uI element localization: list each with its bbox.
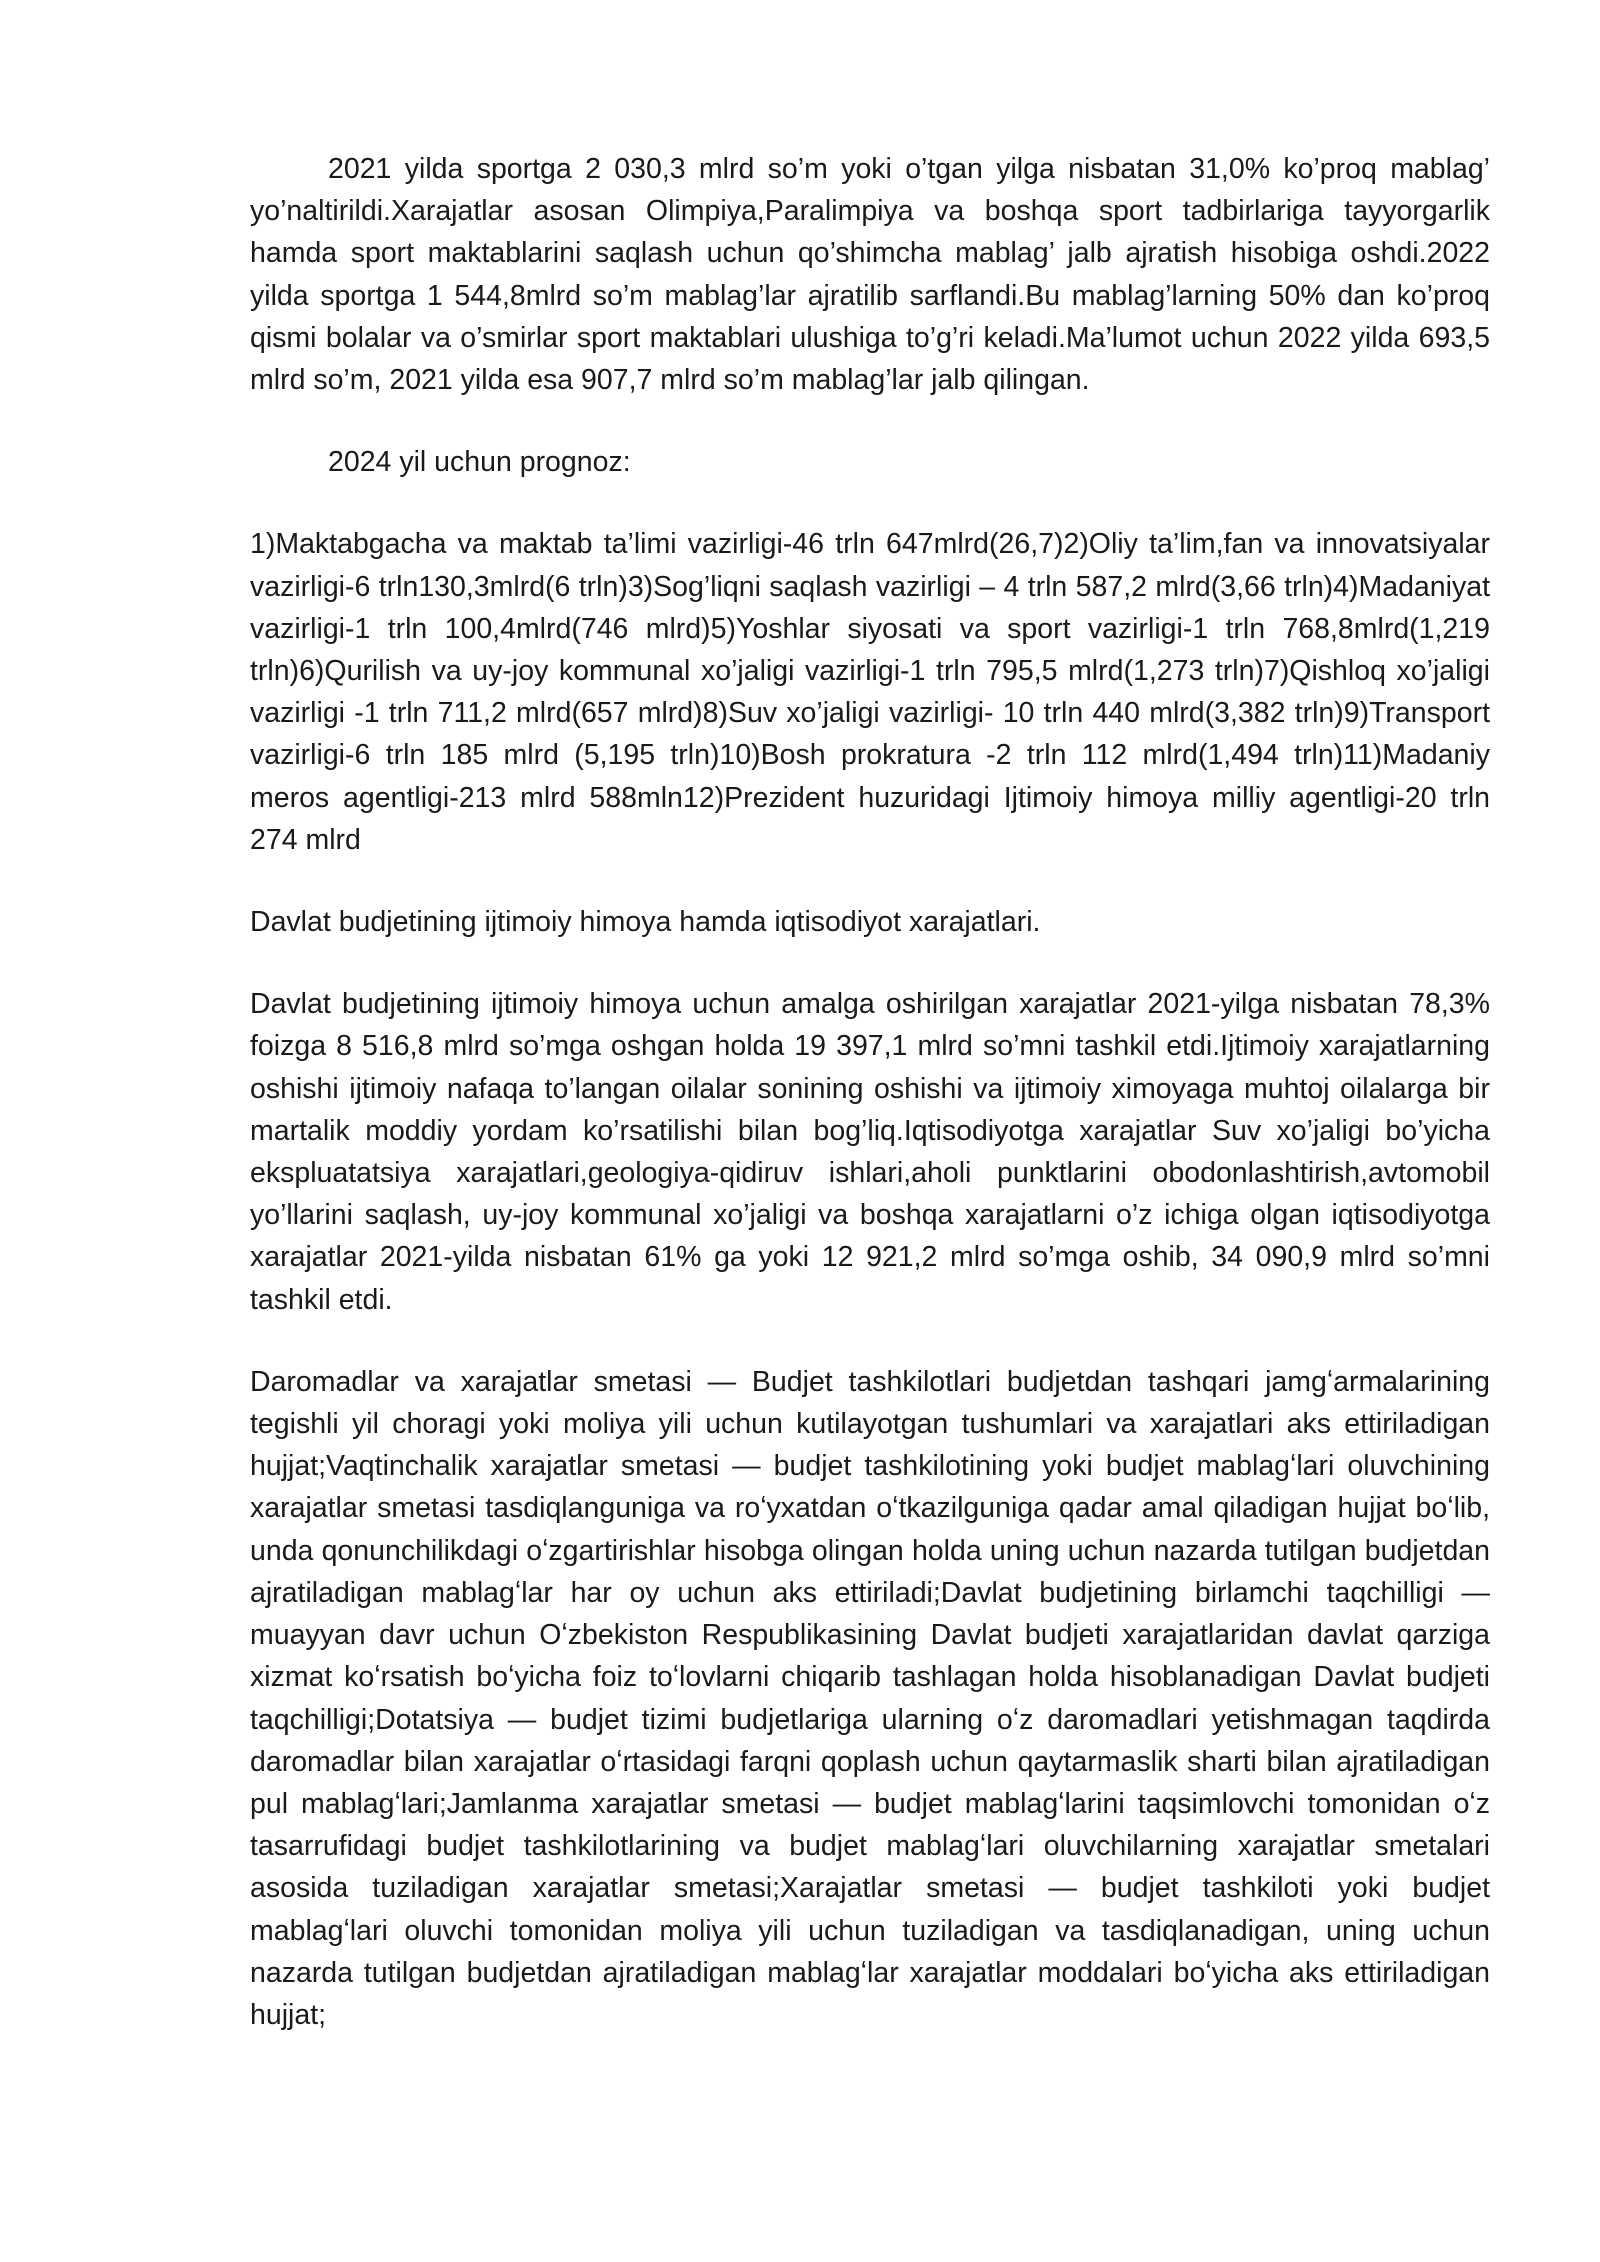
paragraph-sport-spending: 2021 yilda sportga 2 030,3 mlrd so’m yoki o’tgan yilga nisbatan 31,0% ko’proq mablag’ yo’naltirildi.Xarajatlar asosan Olimpiya,Paralimpiya va boshqa sport tadbirlariga tayyorgarlik hamda sport maktablarini saqlash uchun qo’shimcha mablag’ jalb ajratish hisobiga oshdi.2022 yilda sportga 1 544,8mlrd so’m mablag’lar ajratilib sarflandi.Bu mablag’larning 50% dan ko’proq qismi bolalar va o’smirlar sport maktablari ulushiga to’g’ri keladi.Ma’lumot uchun 2022 yilda 693,5 mlrd so’m, 2021 yilda esa 907,7 mlrd so’m mablag’lar jalb qilingan. xyxy=(250,153,1490,397)
document-body xyxy=(250,148,1490,2036)
paragraph-social-economic-spending: Davlat budjetining ijtimoiy himoya uchun amalga oshirilgan xarajatlar 2021-yilga nisbatan 78,3% foizga 8 516,8 mlrd so’mga oshgan holda 19 397,1 mlrd so’mni tashkil etdi.Ijtimoiy xarajatlarning oshishi ijtimoiy nafaqa to’langan oilalar sonining oshishi va ijtimoiy ximoyaga muhtoj oilalarga bir martalik moddiy yordam ko’rsatilishi bilan bog’liq.Iqtisodiyotga xarajatlar Suv xo’jaligi bo’yicha ekspluatatsiya xarajatlari,geologiya-qidiruv ishlari,aholi punktlarini obodonlashtirish,avtomobil yo’llarini saqlash, uy-joy kommunal xo’jaligi va boshqa xarajatlarni o’z ichiga olgan iqtisodiyotga xarajatlar 2021-yilda nisbatan 61% ga yoki 12 921,2 mlrd so’mga oshib, 34 090,9 mlrd so’mni tashkil etdi. xyxy=(250,988,1490,1316)
paragraph-ministry-forecast-list: 1)Maktabgacha va maktab ta’limi vazirligi-46 trln 647mlrd(26,7)2)Oliy ta’lim,fan va innovatsiyalar vazirligi-6 trln130,3mlrd(6 trln)3)Sog’liqni saqlash vazirligi – 4 trln 587,2 mlrd(3,66 trln)4)Madaniyat vazirligi-1 trln 100,4mlrd(746 mlrd)5)Yoshlar siyosati va sport vazirligi-1 trln 768,8mlrd(1,219 trln)6)Qurilish va uy-joy kommunal xo’jaligi vazirligi-1 trln 795,5 mlrd(1,273 trln)7)Qishloq xo’jaligi vazirligi -1 trln 711,2 mlrd(657 mlrd)8)Suv xo’jaligi vazirligi- 10 trln 440 mlrd(3,382 trln)9)Transport vazirligi-6 trln 185 mlrd (5,195 trln)10)Bosh prokratura -2 trln 112 mlrd(1,494 trln)11)Madaniy meros agentligi-213 mlrd 588mln12)Prezident huzuridagi Ijtimoiy himoya milliy agentligi-20 trln 274 mlrd xyxy=(250,528,1490,856)
paragraph-forecast-heading: 2024 yil uchun prognoz: xyxy=(328,446,631,479)
paragraph-section-heading: Davlat budjetining ijtimoiy himoya hamda iqtisodiyot xarajatlari. xyxy=(250,906,1041,939)
paragraph-definitions: Daromadlar va xarajatlar smetasi — Budjet tashkilotlari budjetdan tashqari jamgʻarmalarining tegishli yil choragi yoki moliya yili uchun kutilayotgan tushumlari va xarajatlari aks ettiriladigan hujjat;Vaqtinchalik xarajatlar smetasi — budjet tashkilotining yoki budjet mablagʻlari oluvchining xarajatlar smetasi tasdiqlanguniga va roʻyxatdan oʻtkazilguniga qadar amal qiladigan hujjat boʻlib, unda qonunchilikdagi oʻzgartirishlar hisobga olingan holda uning uchun nazarda tutilgan budjetdan ajratiladigan mablagʻlar har oy uchun aks ettiriladi;Davlat budjetining birlamchi taqchilligi — muayyan davr uchun Oʻzbekiston Respublikasining Davlat budjeti xarajatlaridan davlat qarziga xizmat koʻrsatish boʻyicha foiz toʻlovlarni chiqarib tashlagan holda hisoblanadigan Davlat budjeti taqchilligi;Dotatsiya — budjet tizimi budjetlariga ularning oʻz daromadlari yetishmagan taqdirda daromadlar bilan xarajatlar oʻrtasidagi farqni qoplash uchun qaytarmaslik sharti bilan ajratiladigan pul mablagʻlari;Jamlanma xarajatlar smetasi — budjet mablagʻlarini taqsimlovchi tomonidan oʻz tasarrufidagi budjet tashkilotlarining va budjet mablagʻlari oluvchilarning xarajatlar smetalari asosida tuziladigan xarajatlar smetasi;Xarajatlar smetasi — budjet tashkiloti yoki budjet mablagʻlari oluvchi tomonidan moliya yili uchun tuziladigan va tasdiqlanadigan, uning uchun nazarda tutilgan budjetdan ajratiladigan mablagʻlar xarajatlar moddalari boʻyicha aks ettiriladigan hujjat; xyxy=(250,1365,1490,2031)
